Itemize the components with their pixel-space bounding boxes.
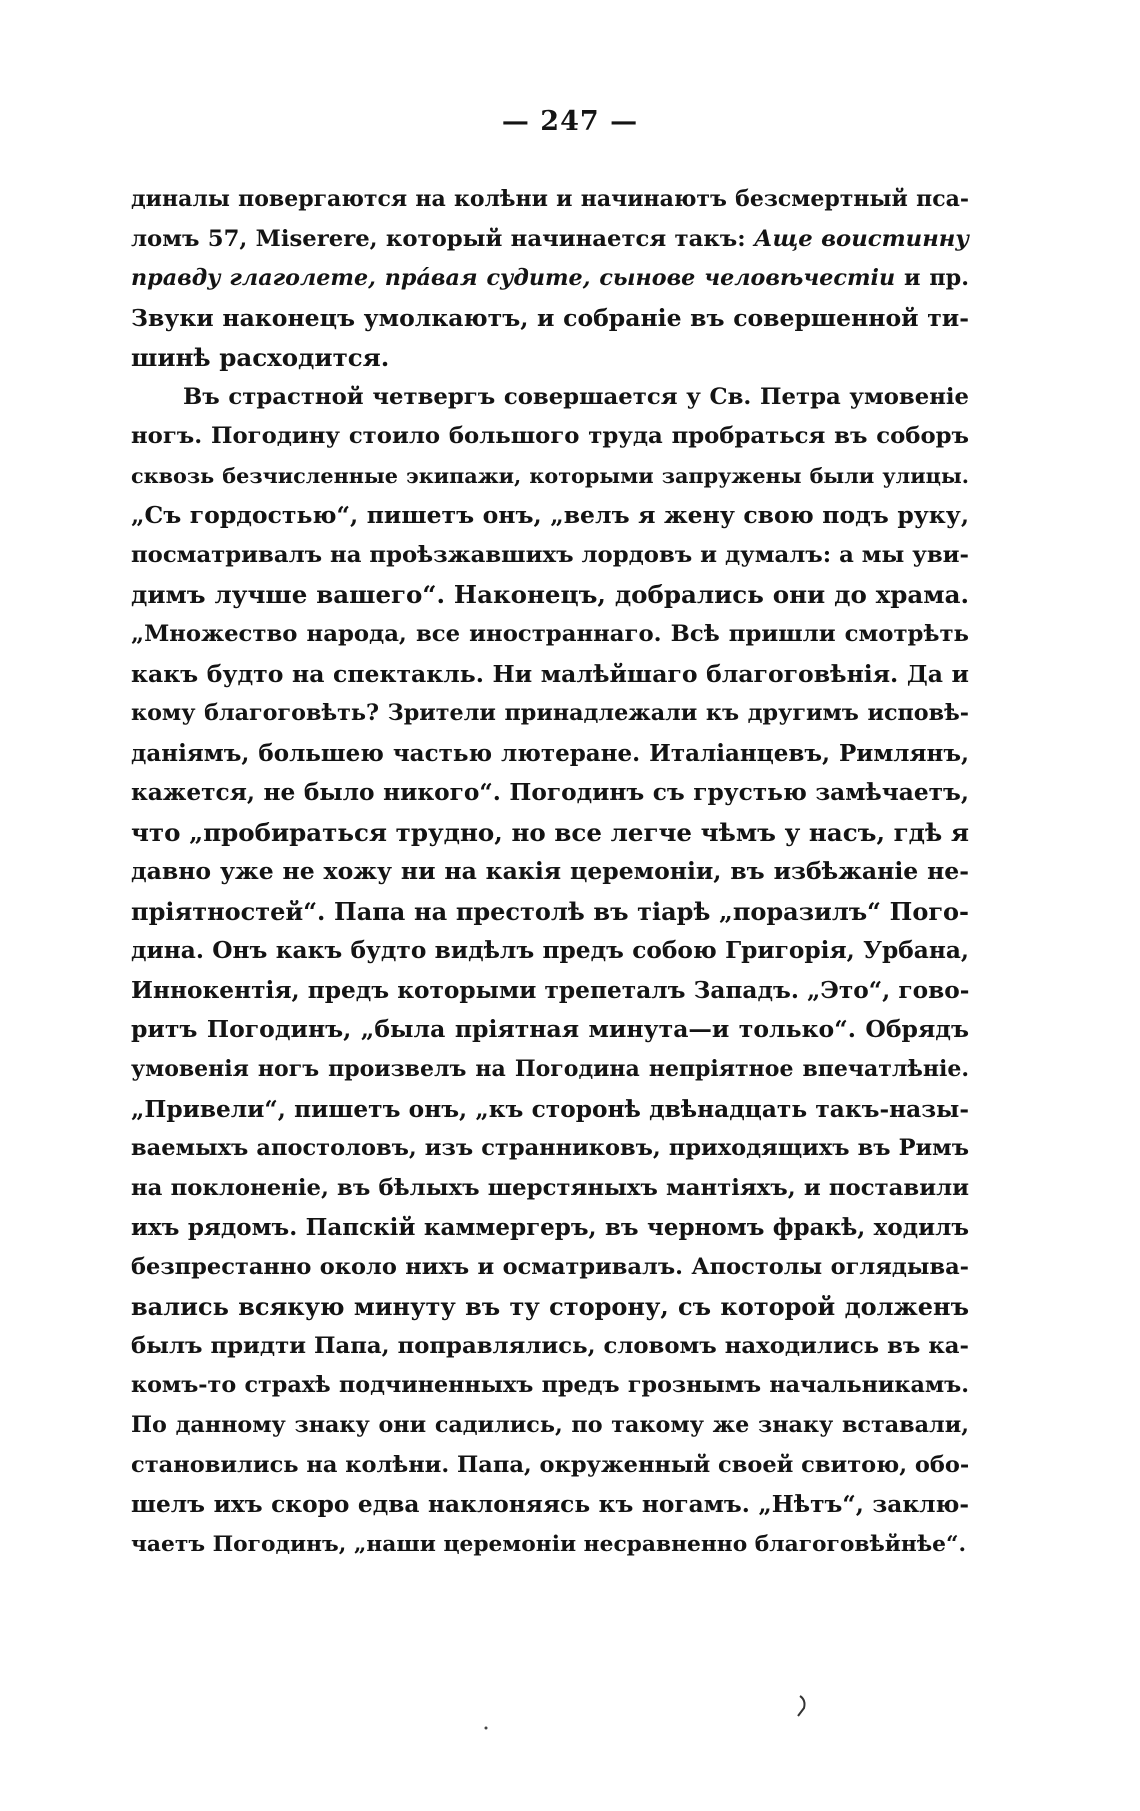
text-segment: „Привели“, пишетъ онъ, „къ сторонѣ двѣнадцать такъ-назы- [131, 1095, 969, 1123]
text-segment: какъ будто на спектакль. Ни малѣйшаго благоговѣнiя. Да и [131, 659, 969, 688]
text-line [131, 1208, 969, 1248]
text-line [131, 971, 969, 1011]
text-segment: диналы повергаются на колѣни и начинаютъ безсмертный пса- [131, 186, 969, 212]
text-segment: Въ страстной четвергъ совершается у Св. Петра умовенiе [183, 383, 969, 410]
text-segment: чаетъ Погодинъ, „наши церемонiи несравненно благоговѣйнѣе“. [131, 1531, 967, 1557]
text-segment: Иннокентiя, предъ которыми трепеталъ Западъ. „Это“, гово- [131, 976, 970, 1004]
body-text [131, 180, 969, 1564]
text-line [131, 1485, 969, 1525]
text-line [131, 655, 969, 695]
text-segment: былъ придти Папа, поправлялись, словомъ находились въ ка- [131, 1332, 969, 1359]
text-segment: кажется, не было никого“. Погодинъ съ грустью замѣчаетъ, [131, 779, 969, 807]
text-line [131, 536, 969, 576]
text-line [131, 378, 969, 418]
text-segment: сквозь безчисленные экипажи, которыми запружены были улицы. [131, 463, 969, 488]
text-segment: „Съ гордостью“, пишетъ онъ, „велъ я жену свою подъ руку, [131, 501, 969, 530]
text-segment: умовенiя ногъ произвелъ на Погодина непрiятное впечатлѣнiе. [131, 1056, 969, 1083]
stray-dot [485, 1727, 488, 1730]
text-line [131, 1129, 969, 1169]
text-line [131, 813, 969, 853]
text-line [131, 1287, 969, 1327]
text-segment: По данному знаку они садились, по такому же знаку вставали, [131, 1411, 969, 1438]
text-line [131, 575, 969, 615]
text-line [131, 773, 969, 813]
text-line [131, 496, 969, 536]
text-segment: шинѣ расходится. [131, 343, 390, 373]
text-line [131, 1525, 969, 1565]
text-line [131, 180, 969, 220]
text-segment: шелъ ихъ скоро едва наклоняясь къ ногамъ. „Нѣтъ“, заклю- [131, 1491, 969, 1519]
text-segment: комъ-то страхѣ подчиненныхъ предъ грознымъ начальникамъ. [131, 1372, 969, 1399]
text-segment: давно уже не хожу ни на какiя церемонiи, въ избѣжанiе не- [131, 857, 969, 886]
text-segment: посматривалъ на проѣзжавшихъ лордовъ и думалъ: а мы уви- [131, 541, 969, 568]
text-segment: безпрестанно около нихъ и осматривалъ. Апостолы оглядыва- [131, 1253, 969, 1280]
text-line [131, 457, 969, 497]
text-line [131, 734, 969, 774]
text-line [131, 1406, 969, 1446]
page-number: — 247 — [501, 106, 639, 137]
text-segment: ваемыхъ апостоловъ, изъ странниковъ, приходящихъ въ Римъ [131, 1135, 969, 1162]
text-segment: и пр. [895, 265, 969, 292]
text-line [131, 1366, 969, 1406]
text-segment: дина. Онъ какъ будто видѣлъ предъ собою Григорiя, Урбана, [131, 937, 969, 965]
text-line [131, 694, 969, 734]
text-segment: димъ лучше вашего“. Наконецъ, добрались они до храма. [131, 580, 969, 610]
text-line [131, 1446, 969, 1486]
text-segment: „Множество народа, все иностраннаго. Всѣ пришли смотрѣть [131, 621, 969, 648]
text-line [131, 931, 969, 971]
text-line [131, 1050, 969, 1090]
text-segment: кому благоговѣть? Зрители принадлежали къ другимъ исповѣ- [131, 700, 969, 727]
text-line [131, 338, 969, 378]
text-line [131, 1169, 969, 1209]
italic-quote: правду глаголете, прáвая судите, сынове человѣчестiи [131, 265, 896, 292]
text-segment: становились на колѣни. Папа, окруженный своей свитою, обо- [131, 1451, 970, 1478]
stray-mark [798, 1696, 805, 1716]
text-line [131, 417, 969, 457]
text-segment: ритъ Погодинъ, „была прiятная минута—и только“. Обрядъ [131, 1015, 969, 1044]
text-segment: данiямъ, большею частью лютеране. Италiанцевъ, Римлянъ, [131, 739, 969, 767]
text-segment: ихъ рядомъ. Папскiй каммергеръ, въ черномъ фракѣ, ходилъ [131, 1214, 969, 1242]
text-segment: ломъ 57, Miserere, который начинается такъ: [131, 225, 754, 252]
text-line [131, 299, 969, 339]
text-line [131, 1010, 969, 1050]
text-line [131, 220, 969, 260]
text-segment: Звуки наконецъ умолкаютъ, и собранiе въ совершенной ти- [131, 303, 969, 332]
italic-quote: Аще воистинну [753, 225, 969, 252]
text-segment: ногъ. Погодину стоило большого труда пробраться въ соборъ [131, 423, 969, 450]
text-line [131, 852, 969, 892]
text-line [131, 259, 969, 299]
text-segment: прiятностей“. Папа на престолѣ въ тiарѣ „поразилъ“ Пого- [131, 896, 969, 926]
text-line [131, 1090, 969, 1130]
text-line [131, 1248, 969, 1288]
text-line [131, 615, 969, 655]
text-segment: вались всякую минуту въ ту сторону, съ которой долженъ [131, 1292, 969, 1322]
text-line [131, 1327, 969, 1367]
text-line [131, 892, 969, 932]
text-segment: что „пробираться трудно, но все легче чѣмъ у насъ, гдѣ я [131, 817, 969, 847]
text-segment: на поклоненiе, въ бѣлыхъ шерстяныхъ мантiяхъ, и поставили [131, 1174, 969, 1201]
